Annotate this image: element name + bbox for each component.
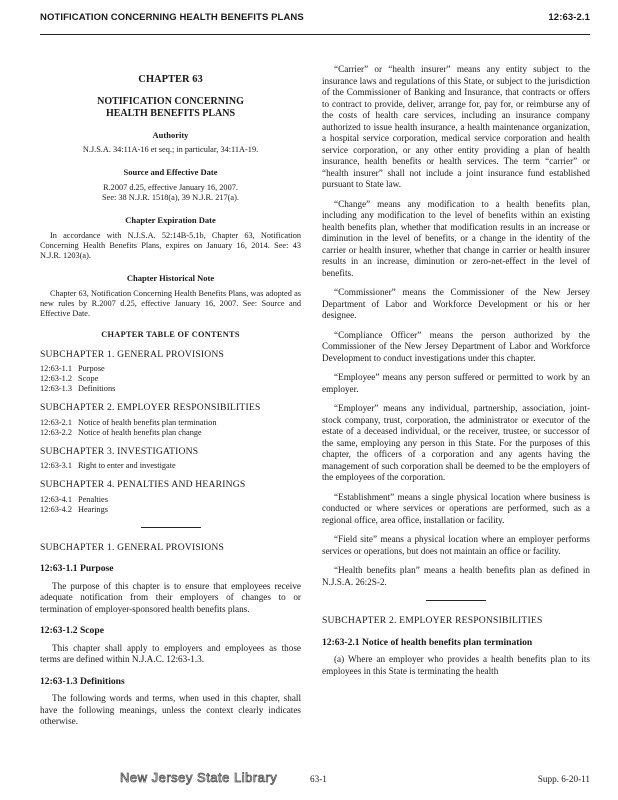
toc-entry[interactable]: 12:63-4.2 Hearings: [40, 504, 108, 514]
section-1-2-text: This chapter shall apply to employers and employees as those terms are defined within N.J.A.C. 12:63-1.3.: [40, 642, 301, 665]
definition-employee: “Employee” means any person suffered or permitted to work by an employer.: [322, 372, 590, 394]
toc-subchapter-title: SUBCHAPTER 3. INVESTIGATIONS: [40, 445, 199, 457]
authority-text: N.J.S.A. 34:11A-16 et seq.; in particular, 34:11A-19.: [82, 145, 259, 154]
section-1-1-text: The purpose of this chapter is to ensure that employees receive adequate notification from their employers of changes to or termination of employer-sponsored health benefits plans.: [40, 580, 301, 614]
section-divider: [141, 527, 201, 528]
right-column: [322, 64, 590, 685]
toc-group-1: [40, 349, 301, 395]
toc-group-2: [40, 402, 301, 438]
section-divider: [426, 600, 486, 601]
definition-change: “Change” means any modification to a health benefits plan, including any modification to the level of benefits within an existing health benefits plan, whether that modification results in an increase or diminution in the level of benefits, or a change in the identity of the carrier or health insurer, whether that change in carrier or health insurer results in an increase, diminution or zero-net-effect in the level of benefits.: [322, 198, 590, 278]
subchapter1-heading: SUBCHAPTER 1. GENERAL PROVISIONS: [40, 541, 225, 553]
toc-entry[interactable]: 12:63-3.1 Right to enter and investigate: [40, 461, 176, 471]
history-text: Chapter 63, Notification Concerning Health Benefits Plans, was adopted as new rules by R.2007 d.25, effective January 16, 2007. See: Source and Effective Date.: [40, 288, 301, 319]
supplement-date: Supp. 6-20-11: [537, 774, 590, 784]
section-1-1-heading: 12:63-1.1 Purpose: [40, 563, 114, 575]
chapter-title-line1: NOTIFICATION CONCERNING: [97, 95, 244, 107]
section-2-1-heading: 12:63-2.1 Notice of health benefits plan termination: [322, 636, 533, 648]
chapter-number: CHAPTER 63: [138, 74, 203, 85]
section-2-1-text: (a) Where an employer who provides a health benefits plan to its employees in this State is terminating the health: [322, 654, 590, 676]
toc-group-4: [40, 479, 301, 515]
expiration-heading: Chapter Expiration Date: [125, 215, 216, 226]
toc-subchapter-title: SUBCHAPTER 4. PENALTIES AND HEARINGS: [40, 479, 246, 491]
toc-subchapter-title: SUBCHAPTER 2. EMPLOYER RESPONSIBILITIES: [40, 402, 261, 414]
toc-heading: CHAPTER TABLE OF CONTENTS: [101, 330, 240, 340]
toc-entry[interactable]: 12:63-4.1 Penalties: [40, 494, 108, 504]
toc-entry[interactable]: 12:63-2.2 Notice of health benefits plan change: [40, 427, 202, 437]
chapter-title: [40, 96, 301, 120]
authority-heading: Authority: [152, 129, 189, 140]
definition-compliance-officer: “Compliance Officer” means the person authorized by the Commissioner of the New Jersey Department of Labor and Workforce Development to conduct investigations under this chapter.: [322, 329, 590, 363]
toc-entry[interactable]: 12:63-1.1 Purpose: [40, 364, 105, 374]
toc-entry[interactable]: 12:63-2.1 Notice of health benefits plan termination: [40, 417, 217, 427]
left-column: [40, 64, 301, 736]
header-rule: [40, 34, 590, 35]
source-heading: Source and Effective Date: [123, 167, 218, 178]
section-1-3-text: The following words and terms, when used in this chapter, shall have the following meanings, unless the context clearly indicates otherwise.: [40, 693, 301, 727]
header-title: NOTIFICATION CONCERNING HEALTH BENEFITS PLANS: [40, 12, 304, 23]
running-header: [40, 12, 590, 28]
page-footer: [40, 770, 590, 788]
definition-employer: “Employer” means any individual, partnership, association, joint-stock company, trust, corporation, the administrator or executor of the estate of a deceased individual, or the receiver, trustee, or successor of the same, employing any person in this State. For the purposes of this chapter, the officers of a corporation and any agents having the management of such corporation shall be deemed to be the employers of the employees of the corporation.: [322, 403, 590, 482]
source-line1: R.2007 d.25, effective January 16, 2007.: [103, 182, 238, 192]
history-heading: Chapter Historical Note: [126, 273, 215, 284]
toc-subchapter-title: SUBCHAPTER 1. GENERAL PROVISIONS: [40, 348, 225, 360]
toc-entry[interactable]: 12:63-1.3 Definitions: [40, 384, 116, 394]
source-line2: See: 38 N.J.R. 1518(a), 39 N.J.R. 217(a).: [102, 192, 239, 202]
toc-group-3: [40, 446, 301, 472]
toc-entry[interactable]: 12:63-1.2 Scope: [40, 374, 99, 384]
definition-field-site: “Field site” means a physical location where an employer performs services or operations, but does not maintain an office or facility.: [322, 534, 590, 556]
definition-carrier: “Carrier” or “health insurer” means any entity subject to the insurance laws and regulations of this State, or subject to the jurisdiction of the Commissioner of Banking and Insurance, that contracts or offers to contract to provide, deliver, arrange for, pay for, or reimburse any of the costs of health care services, including an insurance company authorized to issue health insurance, a health maintenance organization, a hospital service corporation, medical service corporation and health service corporation, or any other entity providing a plan of health insurance, health benefits or health services. The term “carrier” or “health insurer” shall not include a joint insurance fund established pursuant to State law.: [322, 64, 590, 189]
chapter-title-line2: HEALTH BENEFITS PLANS: [105, 107, 236, 119]
definition-establishment: “Establishment” means a single physical location where business is conducted or where services or operations are performed, such as a regional office, area office, installation or facility.: [322, 491, 590, 525]
library-watermark: New Jersey State Library: [120, 770, 278, 785]
expiration-text: In accordance with N.J.S.A. 52:14B-5.1b, Chapter 63, Notification Concerning Health Benefits Plans, expires on January 16, 2014. See: 43 N.J.R. 1203(a).: [40, 230, 301, 261]
header-section: 12:63-2.1: [548, 12, 590, 23]
section-1-3-heading: 12:63-1.3 Definitions: [40, 675, 125, 687]
subchapter2-heading: SUBCHAPTER 2. EMPLOYER RESPONSIBILITIES: [322, 615, 543, 626]
definition-commissioner: “Commissioner” means the Commissioner of the New Jersey Department of Labor and Workforce Development or his or her designee.: [322, 287, 590, 320]
definition-health-benefits-plan: “Health benefits plan” means a health benefits plan as defined in N.J.S.A. 26:2S-2.: [322, 565, 590, 587]
page-number: 63-1: [310, 774, 327, 784]
section-1-2-heading: 12:63-1.2 Scope: [40, 625, 104, 637]
